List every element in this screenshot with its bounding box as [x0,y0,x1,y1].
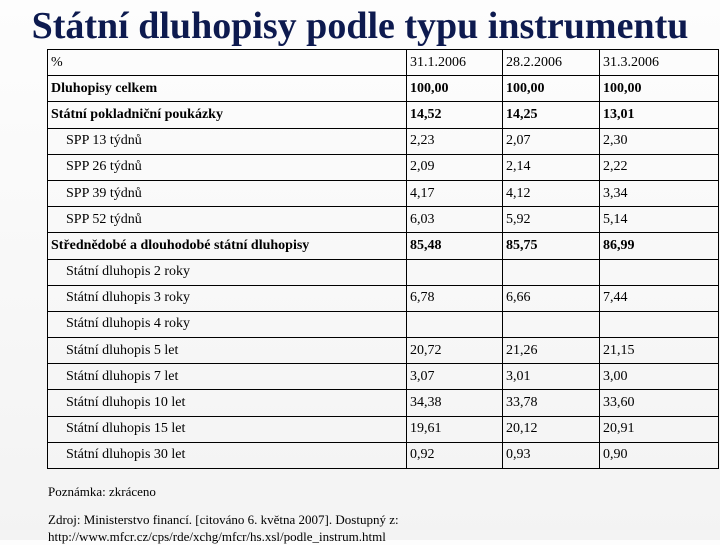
column-header: 31.1.2006 [407,50,503,76]
cell-value: 33,60 [600,390,719,416]
cell-value [600,259,719,285]
cell-value: 3,34 [600,180,719,206]
cell-value: 20,72 [407,338,503,364]
cell-value: 4,12 [503,180,600,206]
cell-value: 33,78 [503,390,600,416]
cell-value [503,259,600,285]
cell-value: 7,44 [600,285,719,311]
table-row [48,285,719,311]
cell-value: 85,75 [503,233,600,259]
cell-value: 100,00 [407,76,503,102]
row-label: Státní dluhopis 4 roky [48,311,407,337]
cell-value: 2,23 [407,128,503,154]
table-row [48,364,719,390]
cell-value: 3,00 [600,364,719,390]
row-label: SPP 26 týdnů [48,154,407,180]
row-label: Státní dluhopis 5 let [48,338,407,364]
row-label: SPP 39 týdnů [48,180,407,206]
cell-value: 21,15 [600,338,719,364]
cell-value: 5,92 [503,207,600,233]
cell-value: 0,92 [407,442,503,468]
cell-value: 86,99 [600,233,719,259]
cell-value: 13,01 [600,102,719,128]
row-label: SPP 52 týdnů [48,207,407,233]
table-row [48,442,719,468]
cell-value: 2,30 [600,128,719,154]
table-row [48,102,719,128]
cell-value: 34,38 [407,390,503,416]
cell-value: 19,61 [407,416,503,442]
source-text: Zdroj: Ministerstvo financí. [citováno 6. května 2007]. Dostupný z: [48,512,399,527]
cell-value: 4,17 [407,180,503,206]
row-label: SPP 13 týdnů [48,128,407,154]
cell-value: 0,93 [503,442,600,468]
cell-value: 14,25 [503,102,600,128]
cell-value [407,259,503,285]
row-label: Státní dluhopis 2 roky [48,259,407,285]
cell-value: 6,66 [503,285,600,311]
column-header: % [48,50,407,76]
cell-value: 3,01 [503,364,600,390]
row-label: Státní dluhopis 10 let [48,390,407,416]
cell-value: 3,07 [407,364,503,390]
table-row [48,338,719,364]
cell-value: 2,09 [407,154,503,180]
table-row [48,259,719,285]
cell-value: 2,22 [600,154,719,180]
bond-table [47,49,719,469]
cell-value: 2,07 [503,128,600,154]
table-header-row [48,50,719,76]
cell-value [407,311,503,337]
table-row [48,390,719,416]
cell-value: 85,48 [407,233,503,259]
row-label: Státní dluhopis 7 let [48,364,407,390]
row-label: Státní dluhopis 15 let [48,416,407,442]
cell-value: 5,14 [600,207,719,233]
cell-value: 6,78 [407,285,503,311]
row-label: Střednědobé a dlouhodobé státní dluhopisy [48,233,407,259]
table-row [48,128,719,154]
table-row [48,207,719,233]
page-title: Státní dluhopisy podle typu instrumentu [31,5,689,47]
cell-value: 21,26 [503,338,600,364]
cell-value [503,311,600,337]
source-url: http://www.mfcr.cz/cps/rde/xchg/mfcr/hs.xsl/podle_instrum.html [48,529,386,544]
note-text: Poznámka: zkráceno [48,484,156,499]
cell-value: 2,14 [503,154,600,180]
table-row [48,416,719,442]
row-label: Státní pokladniční poukázky [48,102,407,128]
cell-value: 20,12 [503,416,600,442]
cell-value: 20,91 [600,416,719,442]
row-label: Státní dluhopis 3 roky [48,285,407,311]
table-row [48,76,719,102]
column-header: 28.2.2006 [503,50,600,76]
table-row [48,311,719,337]
cell-value: 100,00 [503,76,600,102]
table-row [48,154,719,180]
table-row [48,233,719,259]
cell-value [600,311,719,337]
cell-value: 6,03 [407,207,503,233]
cell-value: 0,90 [600,442,719,468]
row-label: Dluhopisy celkem [48,76,407,102]
cell-value: 14,52 [407,102,503,128]
cell-value: 100,00 [600,76,719,102]
table-row [48,180,719,206]
row-label: Státní dluhopis 30 let [48,442,407,468]
column-header: 31.3.2006 [600,50,719,76]
